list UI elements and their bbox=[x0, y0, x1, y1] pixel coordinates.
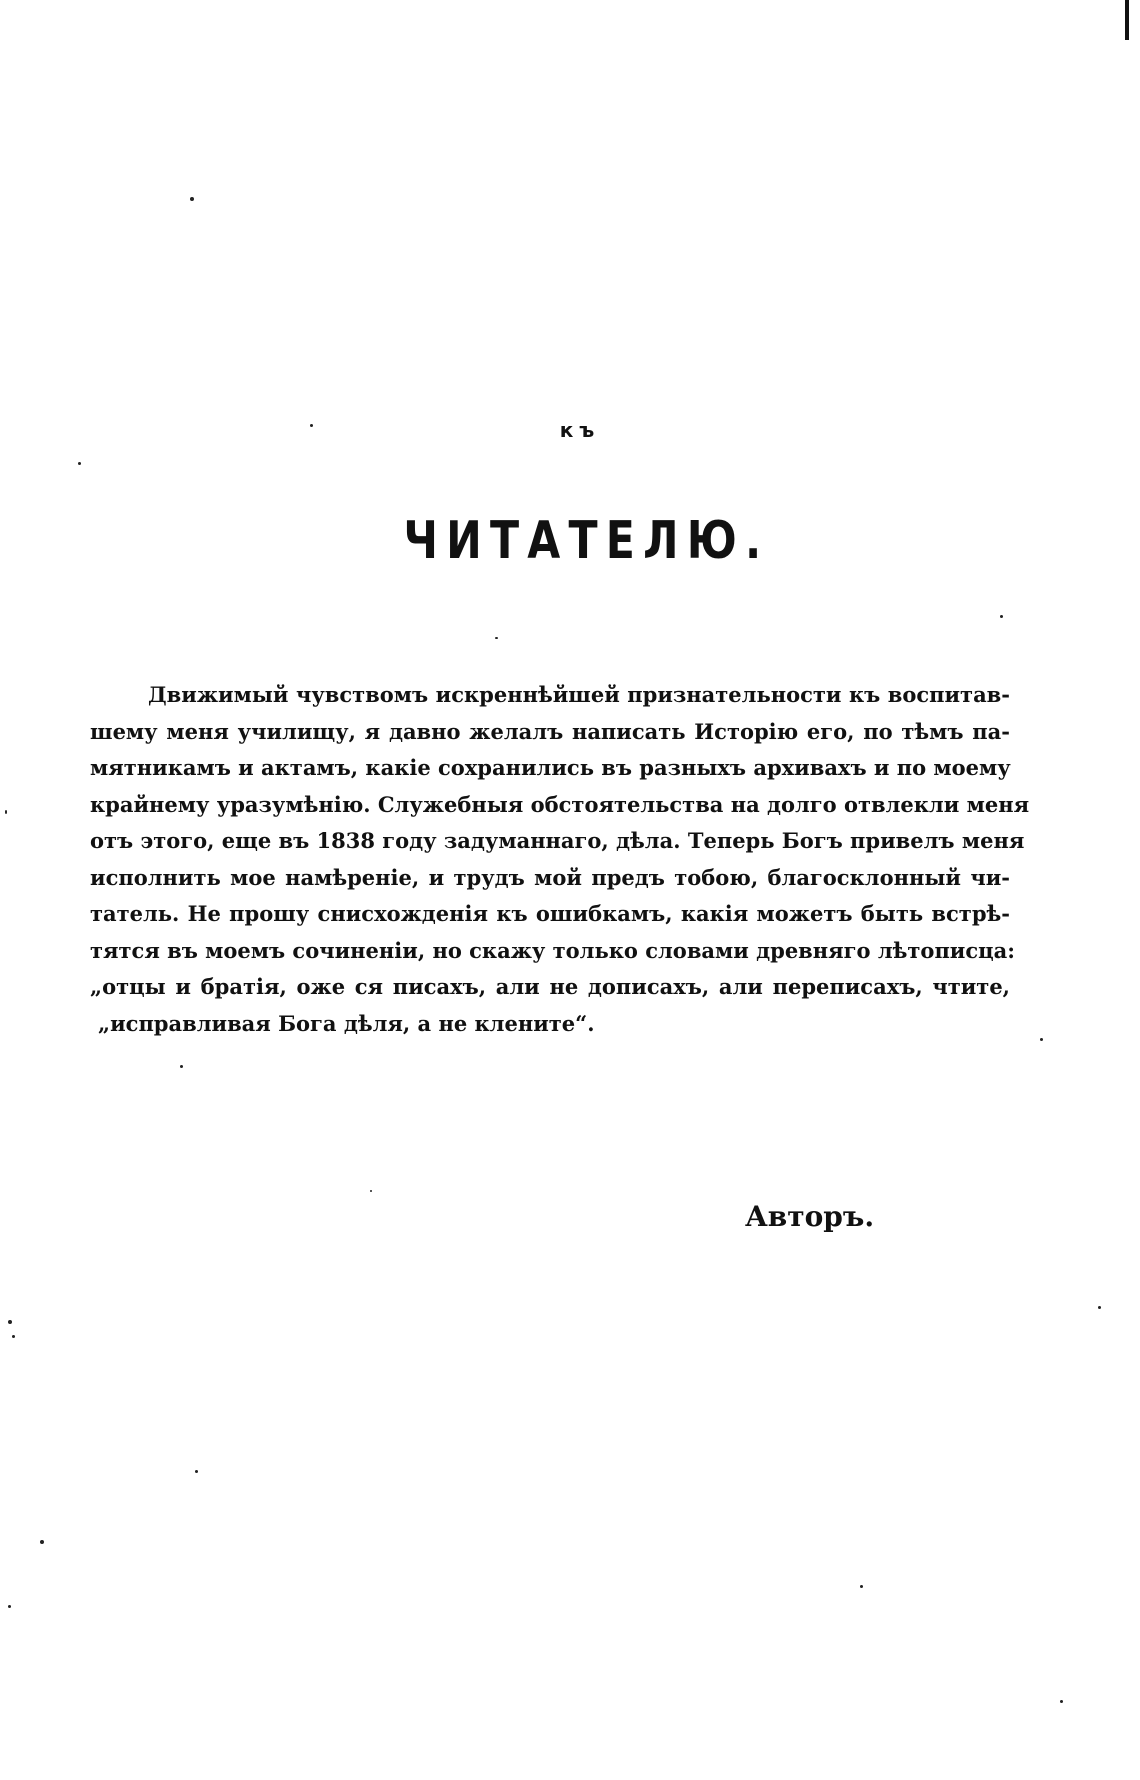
scan-speck bbox=[8, 1320, 12, 1324]
scan-speck bbox=[1000, 615, 1003, 618]
scan-speck bbox=[1060, 1700, 1063, 1703]
body-line: отъ этого, еще въ 1838 году задуманнаго, дѣла. Теперь Богъ привелъ меня bbox=[90, 828, 1025, 853]
scan-speck bbox=[190, 197, 194, 201]
scan-speck bbox=[5, 810, 7, 814]
scan-speck bbox=[310, 424, 313, 427]
scan-speck bbox=[180, 1065, 183, 1068]
body-line: „исправливая Бога дѣля, а не клените“. bbox=[98, 1010, 595, 1036]
body-line: тятся въ моемъ сочиненіи, но скажу только словами древняго лѣтописца: bbox=[90, 937, 1016, 963]
heading-kicker: къ bbox=[559, 418, 601, 442]
body-line: крайнему уразумѣнію. Служебныя обстоятельства на долго отвлекли меня bbox=[90, 791, 1030, 817]
scan-speck bbox=[195, 1470, 198, 1473]
scan-speck bbox=[40, 1540, 44, 1544]
scan-speck bbox=[1098, 1306, 1101, 1309]
scan-edge-mark bbox=[1125, 0, 1129, 40]
body-line: татель. Не прошу снисхожденія къ ошибкамъ, какія можетъ быть встрѣ- bbox=[90, 901, 1010, 926]
body-line: „отцы и братія, оже ся писахъ, али не дописахъ, али переписахъ, чтите, bbox=[90, 974, 1010, 999]
body-line: исполнить мое намѣреніе, и трудъ мой предъ тобою, благосклонный чи- bbox=[90, 864, 1010, 890]
scan-speck bbox=[8, 1605, 11, 1608]
page-title: ЧИТАТЕЛЮ. bbox=[403, 511, 770, 571]
scan-speck bbox=[78, 462, 81, 465]
scan-speck bbox=[12, 1335, 15, 1338]
scan-speck bbox=[860, 1585, 863, 1588]
author-signature: Авторъ. bbox=[745, 1200, 875, 1233]
scan-speck bbox=[1040, 1038, 1043, 1041]
body-line: шему меня училищу, я давно желалъ написать Исторію его, по тѣмъ па- bbox=[90, 718, 1010, 744]
body-line: Движимый чувствомъ искреннѣйшей признательности къ воспитав- bbox=[148, 682, 1010, 707]
scan-speck bbox=[370, 1190, 372, 1192]
scan-speck bbox=[495, 637, 498, 639]
body-paragraph bbox=[90, 677, 1030, 1042]
body-line: мятникамъ и актамъ, какіе сохранились въ разныхъ архивахъ и по моему bbox=[90, 755, 1011, 780]
